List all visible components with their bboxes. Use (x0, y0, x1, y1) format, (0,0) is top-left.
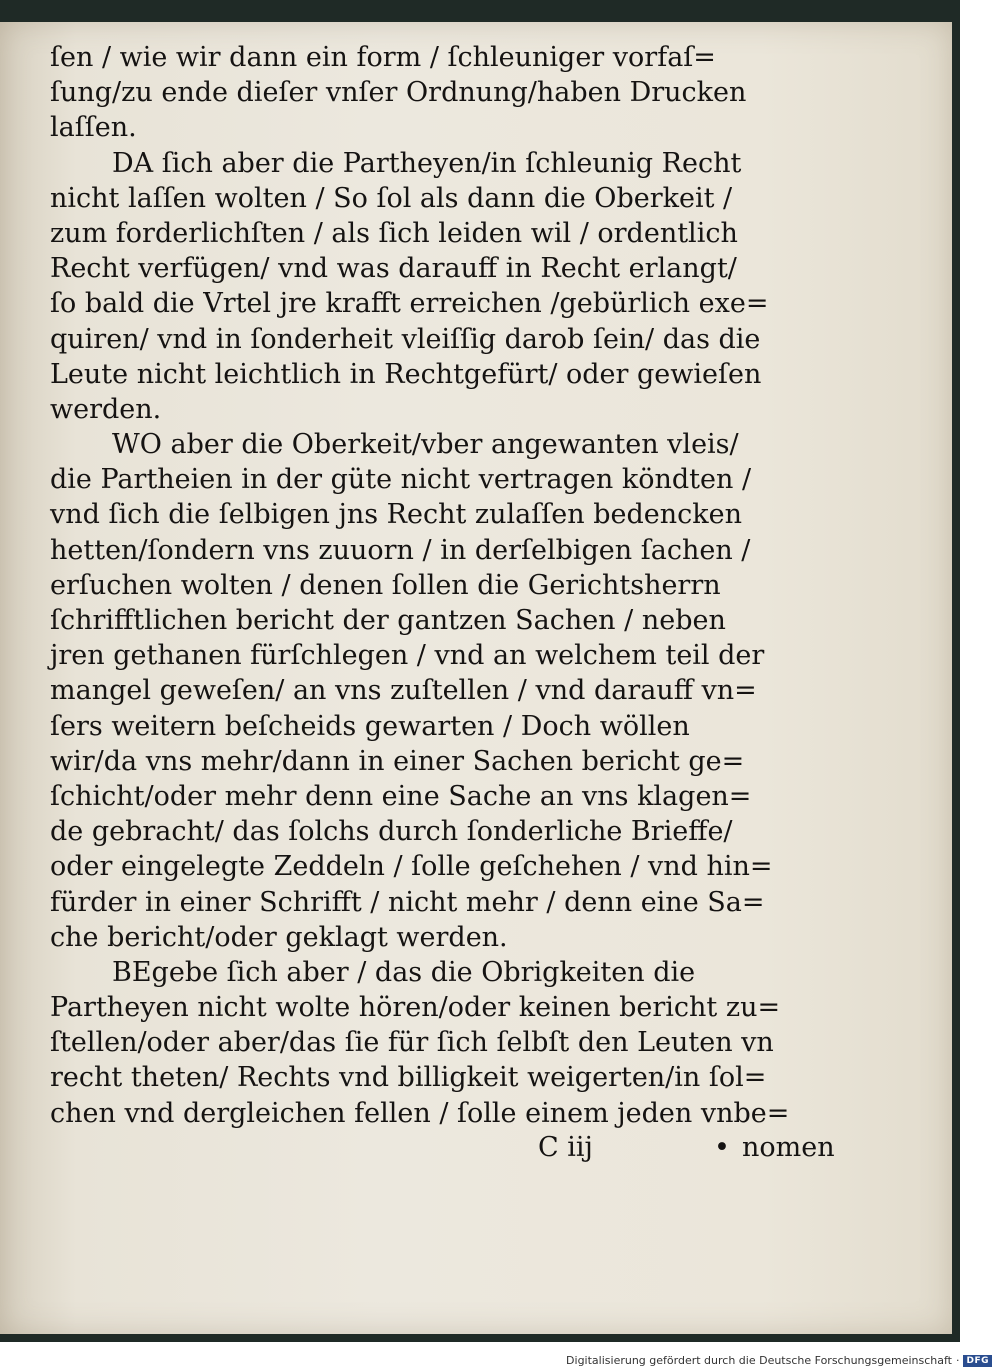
ornament-dot: • (714, 1132, 730, 1163)
text-line: erſuchen wolten / denen ſollen die Gerichtsherrn (50, 569, 721, 601)
text-line: ſen / wie wir dann ein form / ſchleuniger vorfaſ= (50, 42, 716, 73)
text-line: DA ſich aber die Partheyen/in ſchleunig Recht (112, 147, 742, 179)
text-line: mangel geweſen/ an vns zuſtellen / vnd darauff vn= (50, 675, 757, 707)
text-line: ſchicht/oder mehr denn eine Sache an vns klagen= (50, 780, 752, 812)
page-footer (0, 1132, 900, 1172)
text-line: BEgebe ſich aber / das die Obrigkeiten die (112, 956, 696, 988)
digitization-credit: Digitalisierung gefördert durch die Deutsche Forschungsgemeinschaft · DFG (566, 1354, 992, 1367)
text-line: recht theten/ Rechts vnd billigkeit weigerten/in ſol= (50, 1062, 767, 1094)
text-line: de gebracht/ das ſolchs durch ſonderliche Brieffe/ (50, 816, 733, 848)
text-line: WO aber die Oberkeit/vber angewanten vleis/ (112, 429, 739, 461)
text-line: ſtellen/oder aber/das ſie für ſich ſelbſt den Leuten vn (50, 1027, 774, 1059)
text-line: che bericht/oder geklagt werden. (50, 921, 508, 953)
text-line: quiren/ vnd in ſonderheit vleiſſig darob ſein/ das die (50, 323, 761, 355)
text-line: laſſen. (50, 112, 137, 144)
text-line: ſers weitern beſcheids gewarten / Doch wöllen (50, 710, 690, 742)
text-line: wir/da vns mehr/dann in einer Sachen bericht ge= (50, 745, 745, 777)
text-line: chen vnd dergleichen fellen / ſolle einem jeden vnbe= (50, 1097, 790, 1129)
text-line: Partheyen nicht wolte hören/oder keinen bericht zu= (50, 992, 781, 1024)
signature-mark: C iij (538, 1132, 593, 1163)
dfg-logo: DFG (963, 1355, 992, 1367)
book-page (0, 22, 952, 1334)
text-line: nicht laſſen wolten / So ſol als dann die Oberkeit / (50, 182, 733, 214)
text-line: Recht verfügen/ vnd was darauff in Recht erlangt/ (50, 253, 737, 285)
text-line: ſo bald die Vrtel jre krafft erreichen /gebürlich exe= (50, 288, 769, 320)
text-line: ſung/zu ende dieſer vnſer Ordnung/haben Drucken (50, 77, 747, 109)
text-line: fürder in einer Schrifft / nicht mehr / denn eine Sa= (50, 886, 765, 918)
page-text (50, 40, 850, 1131)
text-line: vnd ſich die ſelbigen jns Recht zulaſſen bedencken (50, 499, 742, 531)
text-line: hetten/ſondern vns zuuorn / in derſelbigen ſachen / (50, 534, 751, 566)
credit-text: Digitalisierung gefördert durch die Deutsche Forschungsgemeinschaft (566, 1354, 952, 1367)
text-line: zum forderlichſten / als ſich leiden wil / ordentlich (50, 217, 738, 249)
text-line: oder eingelegte Zeddeln / ſolle geſchehen / vnd hin= (50, 851, 773, 883)
catchword: nomen (742, 1132, 835, 1163)
text-line: werden. (50, 393, 162, 425)
text-line: jren gethanen fürſchlegen / vnd an welchem teil der (50, 640, 765, 672)
text-line: die Partheien in der güte nicht vertragen köndten / (50, 464, 752, 496)
text-line: Leute nicht leichtlich in Rechtgefürt/ oder gewieſen (50, 358, 762, 390)
text-line: ſchrifftlichen bericht der gantzen Sachen / neben (50, 605, 726, 636)
